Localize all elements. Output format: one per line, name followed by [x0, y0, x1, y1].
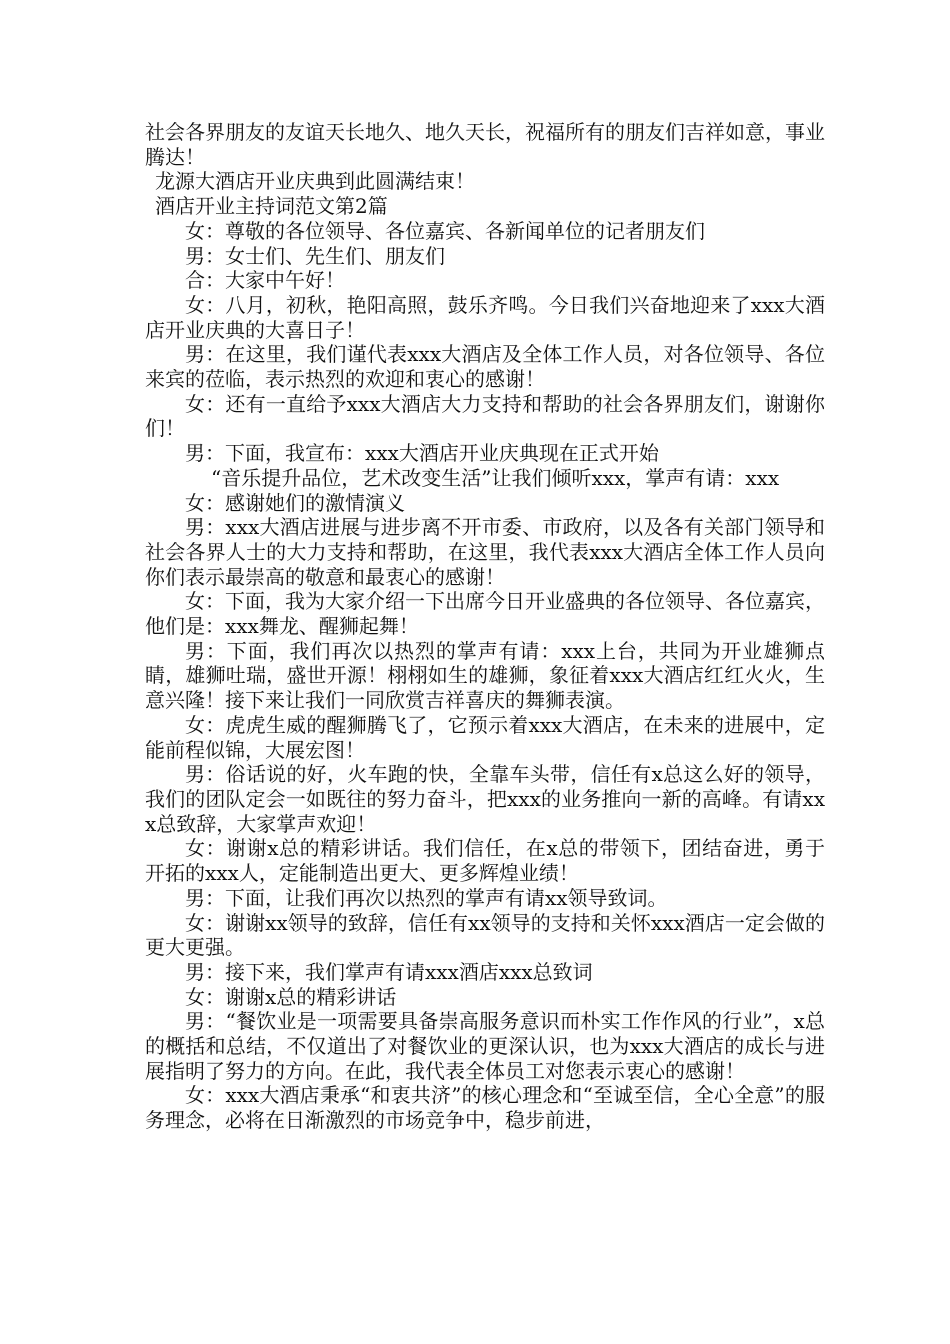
dialogue-line-quote: “音乐提升品位，艺术改变生活”让我们倾听xxx，掌声有请：xxx [211, 465, 780, 490]
dialogue-line: 男：“餐饮业是一项需要具备崇高服务意识而朴实工作作风的行业”，x总的概括和总结，不仅道出了对餐饮业的更深认识，也为xxx大酒店的成长与进展指明了努力的方向。在此，我代表全体员工对您表示衷心的感谢！ [145, 1009, 825, 1083]
paragraph-closing-announcement: 龙源大酒店开业庆典到此圆满结束！ [155, 169, 475, 194]
dialogue-line: 女：尊敬的各位领导、各位嘉宾、各新闻单位的记者朋友们 [185, 218, 705, 243]
dialogue-line: 男：女士们、先生们、朋友们 [185, 243, 445, 268]
dialogue-line: 女：八月，初秋，艳阳高照，鼓乐齐鸣。今日我们兴奋地迎来了xxx大酒店开业庆典的大喜日子！ [145, 292, 825, 342]
dialogue-line: 男：接下来，我们掌声有请xxx酒店xxx总致词 [185, 959, 593, 984]
document-page [145, 120, 825, 1133]
dialogue-line: 女：还有一直给予xxx大酒店大力支持和帮助的社会各界朋友们，谢谢你们！ [145, 391, 825, 441]
dialogue-line: 女：谢谢x总的精彩讲话 [185, 984, 397, 1009]
dialogue-line: 女：虎虎生威的醒狮腾飞了，它预示着xxx大酒店，在未来的进展中，定能前程似锦，大展宏图！ [145, 712, 825, 762]
dialogue-line: 男：xxx大酒店进展与进步离不开市委、市政府，以及各有关部门领导和社会各界人士的大力支持和帮助，在这里，我代表xxx大酒店全体工作人员向你们表示最崇高的敬意和最衷心的感谢！ [145, 515, 825, 589]
dialogue-line: 男：下面，我们再次以热烈的掌声有请：xxx上台，共同为开业雄狮点睛，雄狮吐瑞，盛世开源！栩栩如生的雄狮，象征着xxx大酒店红红火火，生意兴隆！接下来让我们一同欣赏吉祥喜庆的舞狮表演。 [145, 638, 825, 713]
section-title: 酒店开业主持词范文第2篇 [155, 194, 388, 219]
paragraph-closing-blessing: 社会各界朋友的友谊天长地久、地久天长，祝福所有的朋友们吉祥如意，事业腾达！ [145, 120, 825, 169]
dialogue-line: 女：感谢她们的激情演义 [185, 490, 405, 515]
dialogue-line: 女：谢谢x总的精彩讲话。我们信任，在x总的带领下，团结奋进，勇于开拓的xxx人，定能制造出更大、更多辉煌业绩！ [145, 836, 825, 886]
dialogue-line: 合：大家中午好！ [185, 268, 345, 293]
dialogue-line: 男：俗话说的好，火车跑的快，全靠车头带，信任有x总这么好的领导，我们的团队定会一如既往的努力奋斗，把xxx的业务推向一新的高峰。有请xxx总致辞，大家掌声欢迎！ [145, 762, 825, 836]
dialogue-line: 男：在这里，我们谨代表xxx大酒店及全体工作人员，对各位领导、各位来宾的莅临，表示热烈的欢迎和衷心的感谢！ [145, 342, 825, 392]
dialogue-line: 男：下面，让我们再次以热烈的掌声有请xx领导致词。 [185, 885, 668, 910]
dialogue-line: 女：谢谢xx领导的致辞，信任有xx领导的支持和关怀xxx酒店一定会做的更大更强。 [145, 910, 825, 960]
dialogue-line: 女：xxx大酒店秉承“和衷共济”的核心理念和“至诚至信，全心全意”的服务理念，必将在日渐激烈的市场竞争中，稳步前进， [145, 1083, 825, 1133]
dialogue-line: 女：下面，我为大家介绍一下出席今日开业盛典的各位领导、各位嘉宾，他们是：xxx舞龙、醒狮起舞！ [145, 589, 825, 639]
dialogue-line: 男：下面，我宣布：xxx大酒店开业庆典现在正式开始 [185, 441, 659, 466]
